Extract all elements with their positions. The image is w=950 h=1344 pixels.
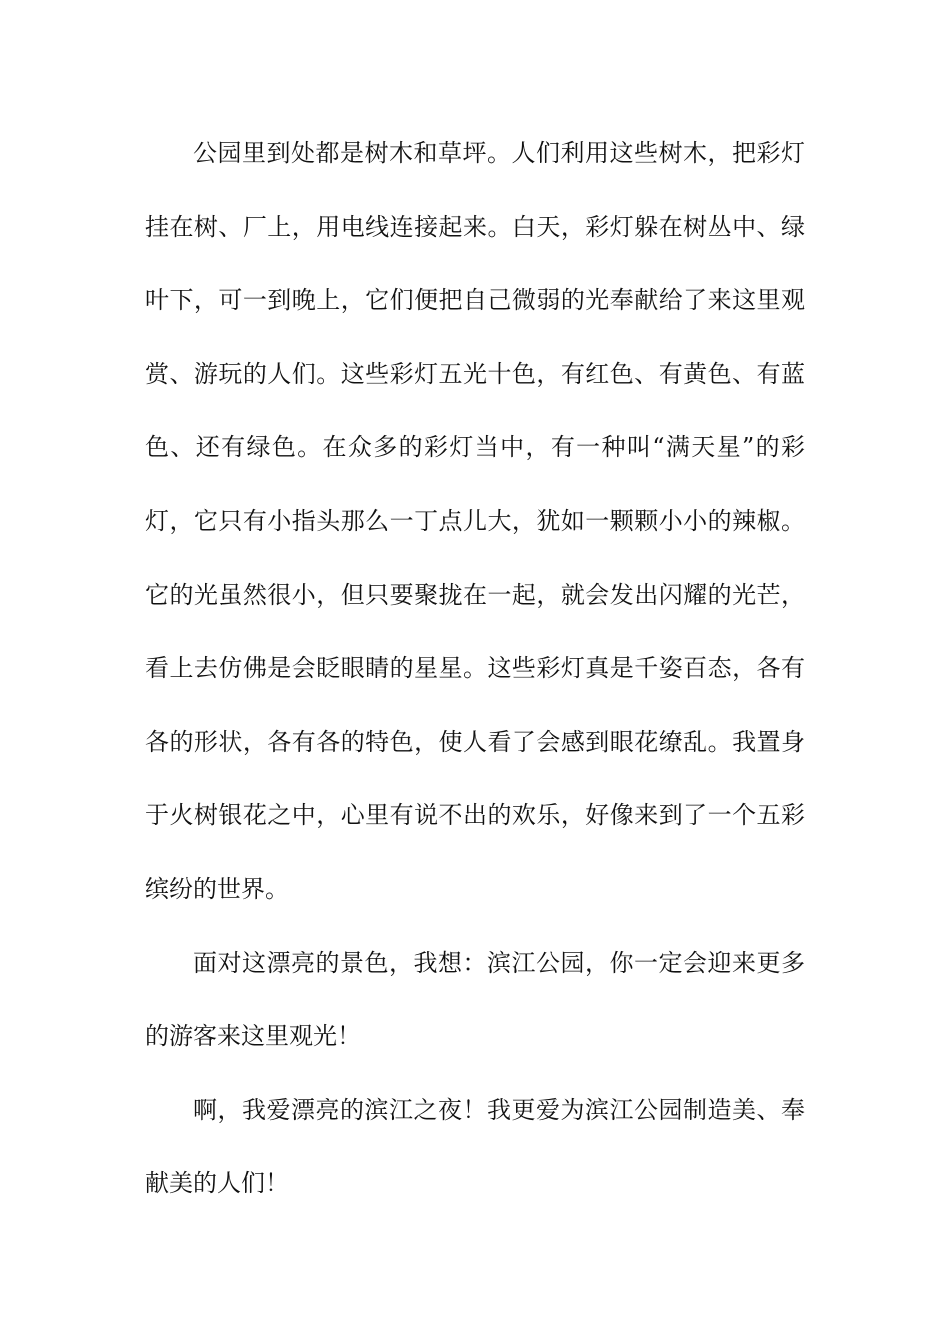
text-line: 赏、游玩的人们。这些彩灯五光十色，有红色、有黄色、有蓝 <box>145 359 805 388</box>
text-line: 看上去仿佛是会眨眼睛的星星。这些彩灯真是千姿百态，各有 <box>145 654 805 683</box>
paragraph-1 <box>145 127 805 937</box>
text-line: 缤纷的世界。 <box>145 874 289 903</box>
paragraph-3 <box>145 1084 805 1231</box>
paragraph-2 <box>145 937 805 1084</box>
text-line: 于火树银花之中，心里有说不出的欢乐，好像来到了一个五彩 <box>145 801 805 830</box>
text-line: 公园里到处都是树木和草坪。人们利用这些树木，把彩灯 <box>193 139 805 167</box>
text-line: 面对这漂亮的景色，我想：滨江公园，你一定会迎来更多 <box>193 948 805 977</box>
text-line: 它的光虽然很小，但只要聚拢在一起，就会发出闪耀的光芒， <box>145 580 805 609</box>
text-line: 色、还有绿色。在众多的彩灯当中，有一种叫“满天星”的彩 <box>145 433 805 462</box>
text-line: 灯，它只有小指头那么一丁点儿大，犹如一颗颗小小的辣椒。 <box>145 506 805 535</box>
text-line: 各的形状，各有各的特色，使人看了会感到眼花缭乱。我置身 <box>145 727 805 756</box>
text-line: 啊，我爱漂亮的滨江之夜！我更爱为滨江公园制造美、奉 <box>193 1095 805 1124</box>
text-line: 的游客来这里观光！ <box>145 1022 361 1051</box>
text-line: 献美的人们！ <box>145 1169 289 1198</box>
document-body <box>145 127 805 1231</box>
text-line: 挂在树、厂上，用电线连接起来。白天，彩灯躲在树丛中、绿 <box>145 212 805 241</box>
text-line: 叶下，可一到晚上，它们便把自己微弱的光奉献给了来这里观 <box>145 286 805 315</box>
